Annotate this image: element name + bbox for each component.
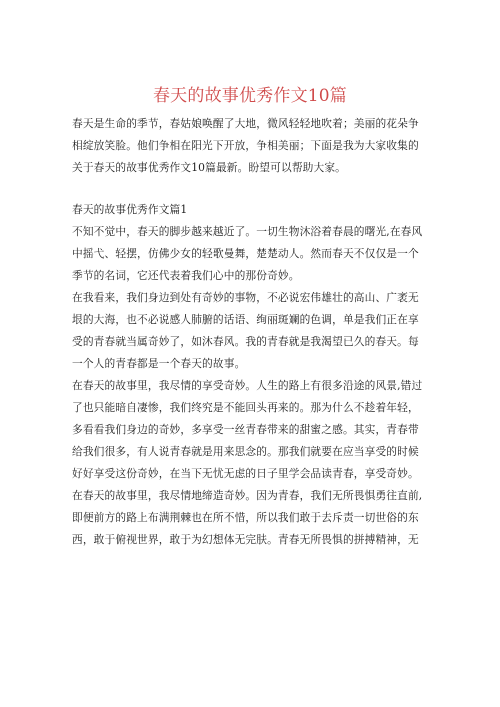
- document-body: [72, 113, 428, 551]
- paragraph-line: 垠的大海，也不必说感人肺腑的话语、绚丽斑斓的色调，单是我们正在享: [72, 313, 419, 326]
- paragraph-line: 中摇弋、轻摆，仿佛少女的轻歌曼舞，楚楚动人。然而春天不仅仅是一个: [72, 247, 419, 260]
- paragraph-line: 即便前方的路上布满荆棘也在所不惜，所以我们敢于去斥责一切世俗的东: [72, 511, 419, 524]
- document-title: 春天的故事优秀作文10篇: [152, 86, 348, 107]
- body-paragraph: [72, 375, 428, 485]
- paragraph-line: 多看看我们身边的奇妙，多享受一丝青春带来的甜蜜之感。其实，青春带: [72, 423, 419, 436]
- paragraph-line: 西，敢于俯视世界，敢于为幻想体无完肤。青春无所畏惧的拼搏精神，无: [72, 533, 419, 546]
- intro-paragraph: [72, 113, 428, 179]
- body-paragraph: [72, 287, 428, 375]
- intro-line: 关于春天的故事优秀作文10篇最新。盼望可以帮助大家。: [72, 161, 347, 174]
- paragraph-line: 一个人的青春都是一个春天的故事。: [72, 357, 246, 370]
- paragraph-line: 给我们很多，有人说青春就是用来思念的。那我们就要在应当享受的时候: [72, 445, 419, 458]
- paragraph-line: 不知不觉中，春天的脚步越来越近了。一切生物沐浴着春晨的曙光,在春风: [72, 225, 423, 238]
- paragraph-line: 受的青春就当属奇妙了，如沐春风。我的青春就是我渴望已久的春天。每: [72, 335, 419, 348]
- paragraph-line: 在春天的故事里，我尽情地缔造奇妙。因为青春，我们无所畏惧勇往直前,: [72, 489, 423, 502]
- paragraph-line: 了也只能暗自凄惨，我们终究是不能回头再来的。那为什么不趁着年轻，: [72, 401, 419, 414]
- paragraph-line: 好好享受这份奇妙，在当下无忧无虑的日子里学会品读青春，享受奇妙。: [72, 467, 419, 480]
- intro-line: 春天是生命的季节，春姑娘唤醒了大地，微风轻轻地吹着；美丽的花朵争: [72, 117, 419, 130]
- paragraph-line: 在春天的故事里，我尽情的享受奇妙。人生的路上有很多沿途的风景,错过: [72, 379, 423, 392]
- body-paragraph: [72, 221, 428, 287]
- paragraph-line: 季节的名词，它还代表着我们心中的那份奇妙。: [72, 269, 300, 282]
- body-paragraph: [72, 485, 428, 551]
- intro-line: 相绽放笑脸。他们争相在阳光下开放，争相美丽；下面是我为大家收集的: [72, 139, 419, 152]
- section-heading: 春天的故事优秀作文篇1: [72, 203, 188, 216]
- paragraph-line: 在我看来，我们身边到处有奇妙的事物，不必说宏伟雄壮的高山、广袤无: [72, 291, 419, 304]
